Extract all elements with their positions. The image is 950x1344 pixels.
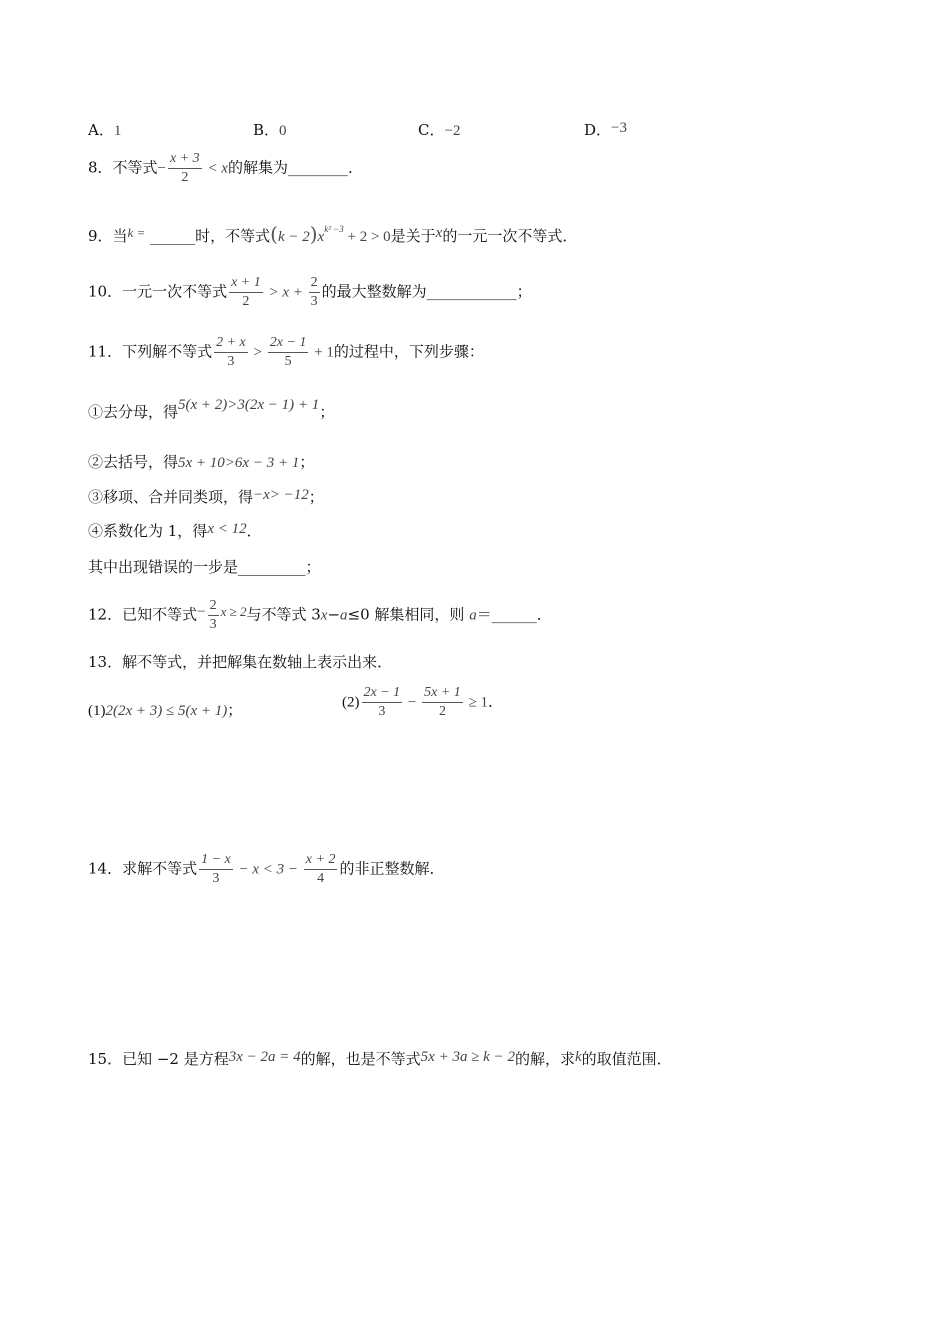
q12-fraction: $\frac{2}{3}$ (209, 598, 217, 632)
q10-fraction-1: $\frac{x + 1}{2}$ (231, 275, 261, 309)
q13-part-1: (1)2(2x + 3) ≤ 5(x + 1)； (88, 701, 243, 719)
q11-fraction-2: $\frac{2x - 1}{5}$ (269, 335, 307, 369)
q13-part-2: (2) $\frac{2x - 1}{3}$ − $\frac{5x + 1}{2}$ ≥ 1． (342, 685, 504, 719)
q13-fraction-2: $\frac{5x + 1}{2}$ (424, 685, 461, 719)
q11-question: 其中出现错误的一步是_________； (88, 558, 321, 576)
option-d: D．−3 (584, 120, 627, 139)
q13-fraction-1: $\frac{2x - 1}{3}$ (363, 685, 401, 719)
option-a: A．1 (88, 121, 122, 139)
q10-fraction-2: $\frac{2}{3}$ (310, 275, 318, 309)
q11-step-4: ④系数化为 1，得x < 12． (88, 521, 262, 540)
q11-step-1: ①去分母，得5(x + 2)>3(2x − 1) + 1； (88, 397, 335, 421)
question-9: 9．当k = ______时，不等式$(k - 2)x^{k^2 -3} + 2 > 0$是关于x的一元一次不等式． (88, 222, 578, 246)
question-11: 11．下列解不等式 $\frac{2 + x}{3}$ > $\frac{2x - 1}{5}$ + 1的过程中，下列步骤： (88, 335, 484, 369)
question-10: 10．一元一次不等式 $\frac{x + 1}{2}$ > x + $\frac{2}{3}$ 的最大整数解为____________； (88, 275, 532, 309)
q11-fraction-1: $\frac{2 + x}{3}$ (216, 335, 246, 369)
question-8: 8．不等式− $\frac{x + 3}{2}$ < x的解集为________． (88, 151, 363, 185)
q11-step-3: ③移项、合并同类项，得−x> −12； (88, 487, 324, 506)
question-15: 15．已知 −2 是方程3x − 2a = 4的解，也是不等式5x + 3a ≥ k − 2的解，求k的取值范围． (88, 1049, 672, 1068)
q14-fraction-1: $\frac{1 - x}{3}$ (201, 852, 231, 886)
option-b: B．0 (253, 121, 287, 139)
question-13: 13．解不等式，并把解集在数轴上表示出来． (88, 653, 393, 671)
q14-fraction-2: $\frac{x + 2}{4}$ (305, 852, 336, 886)
question-14: 14．求解不等式 $\frac{1 - x}{3}$ − x < 3 − $\frac{x + 2}{4}$ 的非正整数解． (88, 852, 445, 886)
option-c: C．−2 (418, 121, 461, 139)
question-12: 12．已知不等式− $\frac{2}{3}$ x ≥ 2与不等式 3x−a≤0 解集相同，则 a＝______． (88, 598, 552, 632)
q11-step-2: ②去括号，得5x + 10>6x − 3 + 1； (88, 453, 315, 471)
q8-fraction: $\frac{x + 3}{2}$ (170, 151, 200, 185)
